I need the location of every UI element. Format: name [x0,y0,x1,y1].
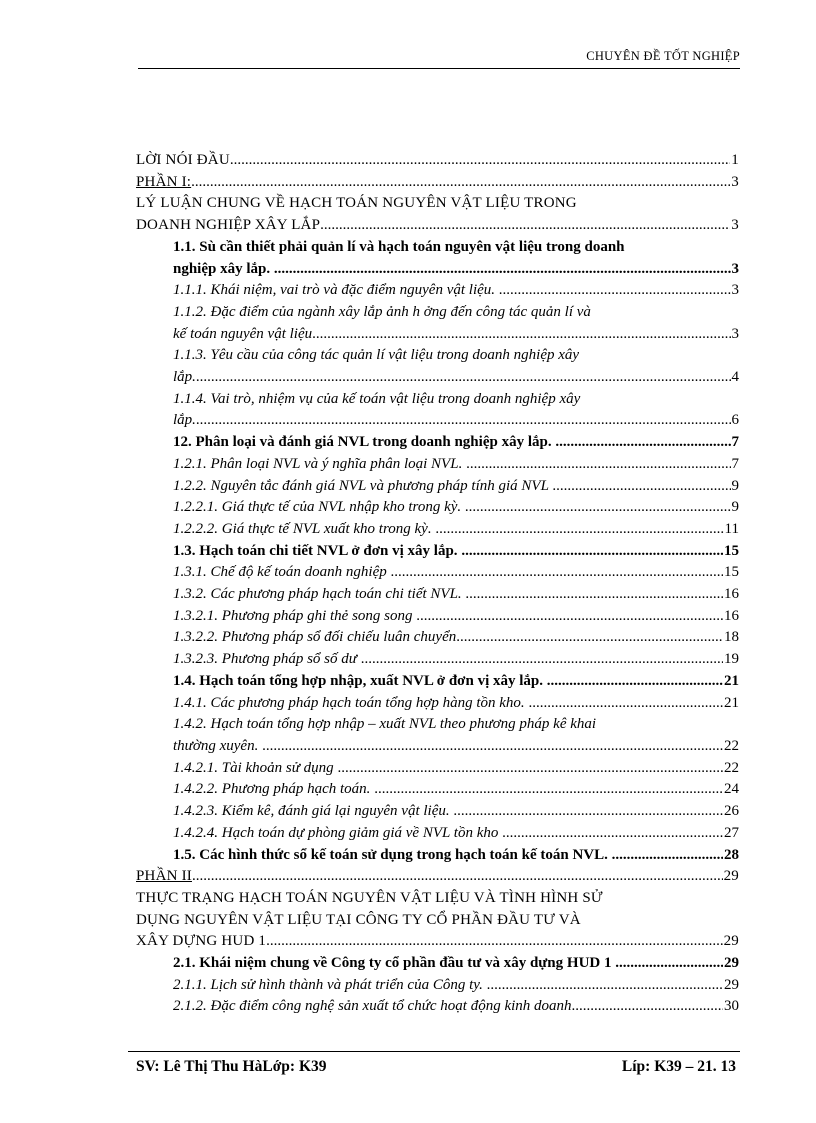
toc-entry-text: LỜI NÓI ĐẦU [136,152,230,168]
toc-entry-text: kế toán nguyên vật liệu [173,325,313,342]
toc-page-number: 26 [724,803,739,820]
toc-page-number: 21 [724,672,739,689]
toc-page-number: 18 [724,629,739,646]
toc-entry[interactable] [136,172,739,194]
toc-dot-leader [499,280,731,302]
toc-entry[interactable] [136,497,739,519]
toc-dot-leader [374,779,723,801]
toc-dot-leader [361,649,723,671]
toc-page-number: 27 [724,824,739,841]
toc-entry-text: 1.1.1. Khái niệm, vai trò và đặc điểm nguyên vật liệu. [173,282,499,299]
toc-entry[interactable] [136,671,739,693]
toc-page-number: 11 [724,520,739,537]
toc-dot-leader [612,845,723,867]
toc-entry-text: lắp. [173,369,196,386]
toc-dot-leader [615,953,723,975]
toc-page-number: 24 [724,781,739,798]
toc-entry[interactable] [136,866,739,888]
toc-dot-leader [262,736,723,758]
toc-dot-leader [572,996,723,1018]
toc-dot-leader [552,476,730,498]
toc-page-number: 7 [731,434,739,451]
toc-dot-leader [465,584,723,606]
footer-class-info: Líp: K39 – 21. 13 [621,1058,736,1075]
toc-entry-text: 1.1.3. Yêu cầu của công tác quản lí vật liệu trong doanh nghiệp xây [173,347,580,364]
toc-dot-leader [312,324,730,346]
toc-entry-text: 1.5. Các hình thức sổ kế toán sử dụng trong hạch toán kế toán NVL. [173,846,612,863]
toc-entry[interactable] [136,237,739,280]
toc-entry-text: thường xuyên. [173,737,263,754]
toc-entry-text: 2.1. Khái niệm chung về Công ty cổ phần đầu tư và xây dựng HUD 1 [173,955,616,972]
footer-divider [128,1051,740,1052]
header-divider [138,68,740,69]
toc-dot-leader [456,627,723,649]
toc-entry-text: 1.4.2.1. Tài khoản sử dụng [173,759,338,776]
toc-entry-text: 1.2.2. Nguyên tắc đánh giá NVL và phương pháp tính giá NVL [173,477,553,494]
toc-entry[interactable] [136,888,739,953]
toc-page-number: 16 [724,607,739,624]
toc-entry-text: 1.3.1. Chế độ kế toán doanh nghiệp [173,564,391,581]
toc-entry-text: PHẦN I: [136,173,192,190]
toc-entry-text: 1.1. Sù cần thiết phải quản lí và hạch toán nguyên vật liệu trong doanh [173,238,625,255]
toc-entry-text: 1.1.4. Vai trò, nhiệm vụ của kế toán vật liệu trong doanh nghiệp xây [173,390,581,407]
toc-entry-text: 2.1.1. Lịch sử hình thành và phát triển của Công ty. [173,976,487,993]
toc-entry-text: 1.2.1. Phân loại NVL và ý nghĩa phân loại NVL. [173,455,467,472]
toc-entry-text: DOANH NGHIỆP XÂY LẮP [136,217,321,234]
toc-entry-text: 1.3. Hạch toán chi tiết NVL ở đơn vị xây lắp. [173,542,462,559]
toc-page-number: 30 [724,998,739,1015]
toc-dot-leader [191,172,730,194]
toc-page-number: 3 [731,325,739,342]
toc-page-number: 9 [731,477,739,494]
toc-entry-text: 1.4.2.3. Kiểm kê, đánh giá lại nguyên vật liệu. [173,803,454,820]
toc-page-number: 28 [724,846,739,863]
toc-dot-leader [266,931,722,953]
toc-entry[interactable] [136,584,739,606]
toc-entry-text: PHẦN II [136,868,192,885]
toc-entry[interactable] [136,345,739,388]
toc-entry[interactable] [136,996,739,1018]
toc-entry[interactable] [136,649,739,671]
toc-entry-text: 1.3.2.3. Phương pháp sổ số dư [173,651,361,668]
toc-entry-text: 1.2.2.1. Giá thực tế của NVL nhập kho trong kỳ. [173,499,465,516]
toc-page-number: 3 [731,173,739,190]
toc-entry-text: 1.4.2.4. Hạch toán dự phòng giảm giá về NVL tồn kho [173,824,503,841]
toc-entry[interactable] [136,302,739,345]
toc-entry[interactable] [136,193,739,236]
toc-entry-text: 1.3.2. Các phương pháp hạch toán chi tiết NVL. [173,586,466,603]
toc-dot-leader [465,497,731,519]
toc-entry[interactable] [136,975,739,997]
toc-entry-text: 2.1.2. Đặc điểm công nghệ sản xuất tổ chức hoạt động kinh doanh [173,998,572,1015]
toc-page-number: 7 [731,455,739,472]
toc-dot-leader [196,367,731,389]
toc-entry-text: 1.4.1. Các phương pháp hạch toán tổng hợp hàng tồn kho. [173,694,529,711]
toc-page-number: 16 [724,586,739,603]
toc-entry-text: lắp. [173,412,196,429]
toc-entry-text: XÂY DỰNG HUD 1 [136,933,267,950]
toc-entry[interactable] [136,519,739,541]
toc-dot-leader [528,693,723,715]
toc-page-number: 21 [724,694,739,711]
toc-dot-leader [502,823,723,845]
header-title: CHUYÊN ĐỀ TỐT NGHIỆP [586,49,740,63]
toc-dot-leader [274,259,731,281]
toc-entry[interactable] [136,779,739,801]
toc-entry[interactable] [136,823,739,845]
toc-dot-leader [555,432,730,454]
table-of-contents [136,150,739,1018]
toc-page-number: 29 [724,976,739,993]
toc-entry-text: nghiệp xây lắp. [173,260,274,277]
toc-entry[interactable] [136,562,739,584]
toc-dot-leader [466,454,730,476]
toc-page-number: 22 [724,759,739,776]
toc-page-number: 29 [724,955,739,972]
toc-page-number: 15 [724,564,739,581]
toc-entry[interactable] [136,714,739,757]
toc-dot-leader [230,150,730,172]
toc-dot-leader [192,866,723,888]
toc-entry-text: 12. Phân loại và đánh giá NVL trong doanh nghiệp xây lắp. [173,434,556,451]
toc-entry[interactable] [136,606,739,628]
toc-entry[interactable] [136,389,739,432]
toc-entry-text: 1.3.2.2. Phương pháp sổ đối chiếu luân chuyển [173,629,457,646]
toc-entry-text: 1.2.2.2. Giá thực tế NVL xuất kho trong kỳ. [173,520,436,537]
toc-page-number: 3 [731,217,739,234]
toc-page-number: 1 [731,152,739,168]
toc-dot-leader [547,671,723,693]
toc-entry[interactable] [136,541,739,563]
toc-page-number: 9 [731,499,739,516]
toc-entry[interactable] [136,845,739,867]
toc-entry[interactable] [136,953,739,975]
toc-page-number: 22 [724,737,739,754]
toc-entry[interactable] [136,758,739,780]
toc-dot-leader [390,562,723,584]
toc-entry-text: 1.3.2.1. Phương pháp ghi thẻ song song [173,607,417,624]
toc-entry[interactable] [136,454,739,476]
toc-entry[interactable] [136,150,739,172]
toc-page-number: 29 [723,933,739,950]
toc-page-number: 15 [724,542,739,559]
toc-entry-text: 1.4.2.2. Phương pháp hạch toán. [173,781,375,798]
toc-entry[interactable] [136,693,739,715]
toc-page-number: 4 [731,369,739,386]
toc-entry[interactable] [136,627,739,649]
toc-entry-text: THỰC TRẠNG HẠCH TOÁN NGUYÊN VẬT LIỆU VÀ TÌNH HÌNH SỬ [136,889,603,906]
toc-entry-text: 1.4. Hạch toán tổng hợp nhập, xuất NVL ở đơn vị xây lắp. [173,672,547,689]
footer-student-info: SV: Lê Thị Thu HàLớp: K39 [136,1058,327,1075]
toc-dot-leader [196,410,731,432]
toc-dot-leader [487,975,723,997]
toc-entry-text: DỤNG NGUYÊN VẬT LIỆU TẠI CÔNG TY CỔ PHẦN ĐẦU TƯ VÀ [136,911,581,928]
toc-entry[interactable] [136,476,739,498]
toc-page-number: 3 [731,282,739,299]
toc-entry[interactable] [136,801,739,823]
toc-entry-text: 1.1.2. Đặc điểm của ngành xây lắp ảnh h ởng đến công tác quản lí và [173,303,591,320]
toc-dot-leader [416,606,723,628]
toc-dot-leader [337,758,723,780]
toc-entry[interactable] [136,432,739,454]
toc-page-number: 3 [731,260,739,277]
toc-entry[interactable] [136,280,739,302]
toc-dot-leader [453,801,723,823]
toc-dot-leader [435,519,723,541]
toc-dot-leader [320,215,730,237]
toc-page-number: 6 [731,412,739,429]
toc-entry-text: 1.4.2. Hạch toán tổng hợp nhập – xuất NVL theo phương pháp kê khai [173,716,597,733]
toc-dot-leader [461,541,723,563]
toc-entry-text: LÝ LUẬN CHUNG VỀ HẠCH TOÁN NGUYÊN VẬT LIỆU TRONG [136,195,577,212]
toc-page-number: 29 [723,868,739,885]
toc-page-number: 19 [724,651,739,668]
